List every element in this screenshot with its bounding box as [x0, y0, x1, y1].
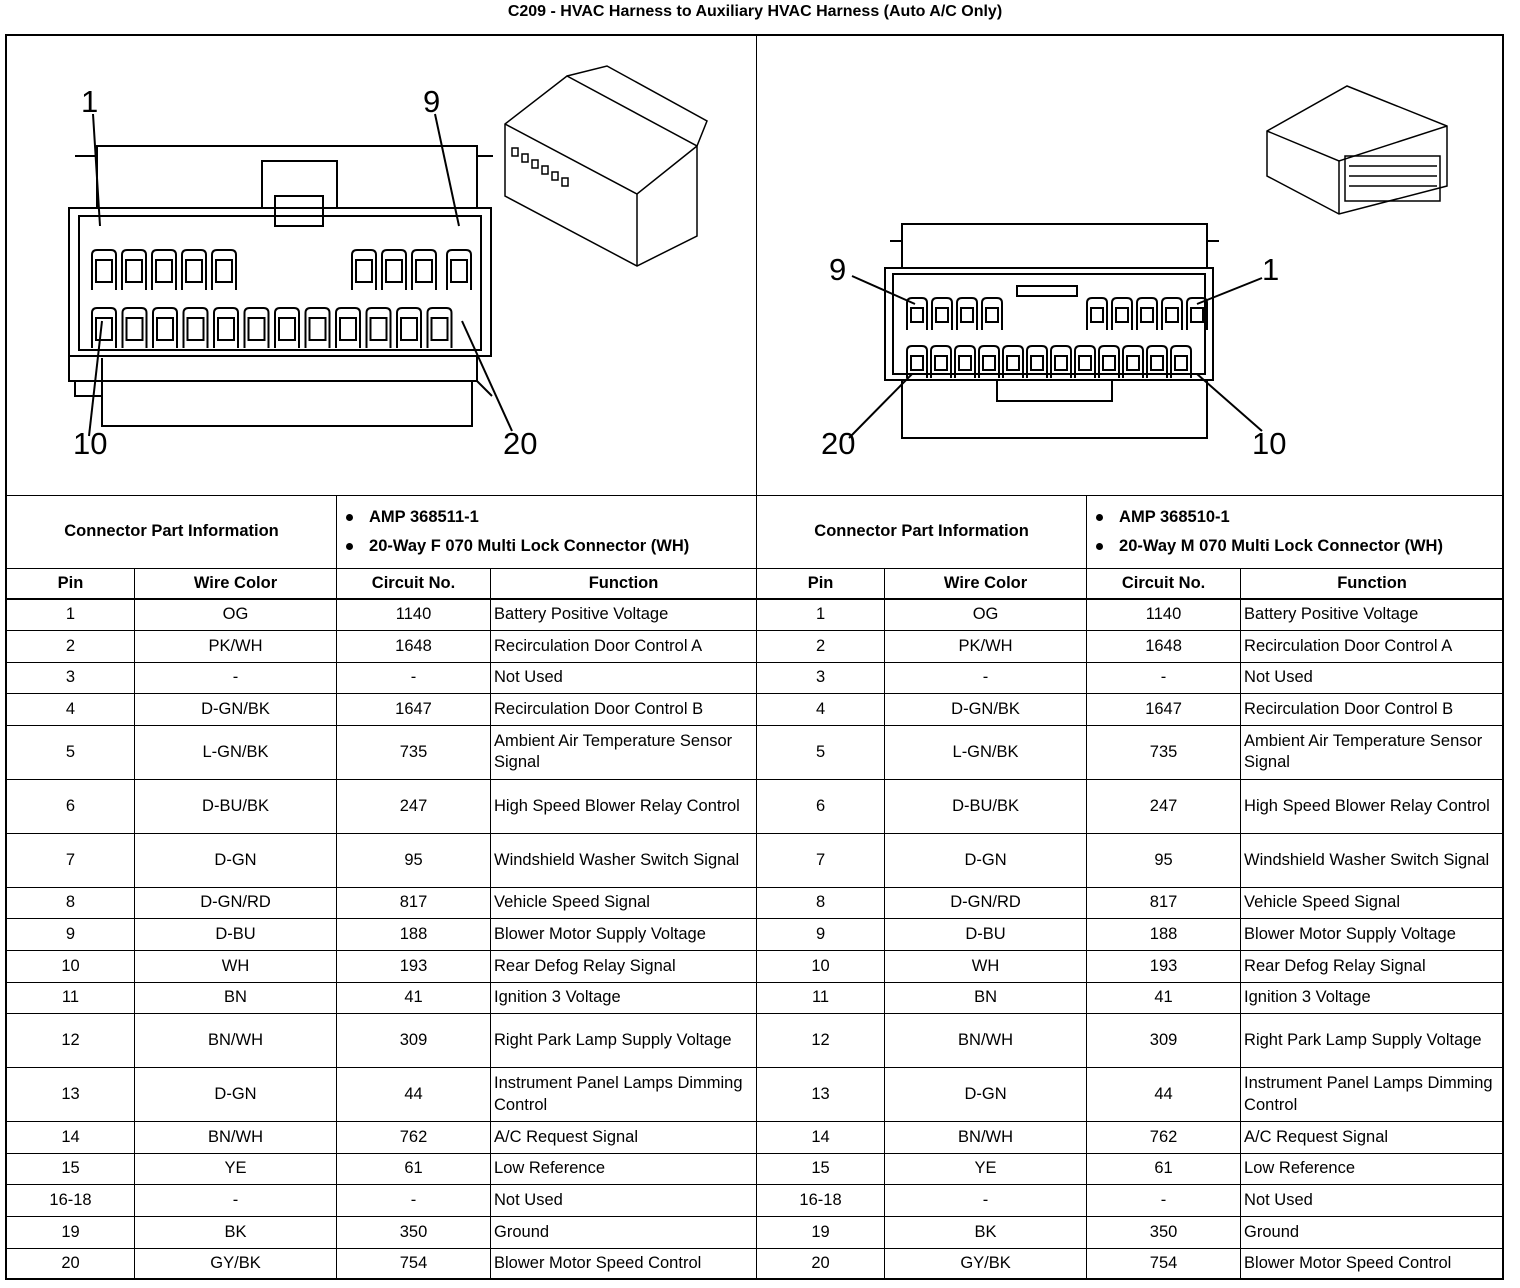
cell-circuit: 193 [1087, 951, 1241, 983]
cell-circuit: 762 [1087, 1122, 1241, 1154]
list-item [346, 507, 753, 528]
pin-callout-20: 20 [821, 426, 856, 461]
cell-circuit: 762 [337, 1122, 491, 1154]
female-connector-face-drawing [7, 36, 756, 496]
cell-pin: 12 [7, 1014, 135, 1068]
left-connector-diagram [7, 36, 756, 496]
table-row [7, 662, 1504, 694]
table-row [7, 694, 1504, 726]
cell-wire: - [135, 662, 337, 694]
cell-pin: 15 [7, 1153, 135, 1185]
table-row [7, 599, 1504, 631]
cell-function: Rear Defog Relay Signal [491, 951, 757, 983]
cell-pin: 13 [7, 1068, 135, 1122]
table-row [7, 833, 1504, 887]
cell-wire: OG [885, 599, 1087, 631]
pin-cavity [123, 308, 147, 348]
pin-cavity [184, 308, 208, 348]
cell-wire: D-GN/RD [885, 887, 1087, 919]
cell-pin: 12 [757, 1014, 885, 1068]
cell-circuit: 1647 [1087, 694, 1241, 726]
column-header-pin: Pin [757, 569, 885, 600]
cell-pin: 15 [757, 1153, 885, 1185]
pin-cavity [532, 160, 538, 168]
cell-function: Low Reference [1241, 1153, 1504, 1185]
cell-circuit: 44 [1087, 1068, 1241, 1122]
cell-pin: 19 [7, 1217, 135, 1249]
cell-pin: 6 [757, 779, 885, 833]
cell-pin: 8 [7, 887, 135, 919]
cell-pin: 11 [757, 982, 885, 1014]
cell-wire: L-GN/BK [135, 725, 337, 779]
cell-pin: 20 [7, 1248, 135, 1280]
cell-circuit: 44 [337, 1068, 491, 1122]
male-connector-face-drawing [757, 36, 1503, 496]
pin-cavity [512, 148, 518, 156]
cell-circuit: 350 [1087, 1217, 1241, 1249]
pin-cavity [1112, 298, 1132, 330]
cell-function: Blower Motor Supply Voltage [1241, 919, 1504, 951]
pin-cavity [92, 250, 116, 290]
cell-pin: 13 [757, 1068, 885, 1122]
cell-wire: PK/WH [885, 631, 1087, 663]
cell-circuit: 61 [1087, 1153, 1241, 1185]
left-connector-info-label: Connector Part Information [7, 496, 337, 569]
bullet-icon [1096, 543, 1103, 550]
pin-callout-10: 10 [1252, 426, 1287, 461]
column-header-function: Function [491, 569, 757, 600]
cell-circuit: 95 [1087, 833, 1241, 887]
pinout-table [6, 495, 1504, 1280]
pin-cavity [152, 250, 176, 290]
cell-pin: 3 [757, 662, 885, 694]
cell-circuit: 247 [337, 779, 491, 833]
pin-cavity [562, 178, 568, 186]
cell-function: Vehicle Speed Signal [491, 887, 757, 919]
column-header-wire-color: Wire Color [885, 569, 1087, 600]
cell-pin: 7 [7, 833, 135, 887]
table-row [7, 1014, 1504, 1068]
cell-circuit: 188 [337, 919, 491, 951]
table-row [7, 1248, 1504, 1280]
pin-callout-9: 9 [829, 252, 847, 287]
cell-pin: 14 [757, 1122, 885, 1154]
pin-cavity [275, 308, 299, 348]
pin-callout-9: 9 [423, 84, 441, 119]
pin-cavity [212, 250, 236, 290]
cell-pin: 6 [7, 779, 135, 833]
cell-circuit: 95 [337, 833, 491, 887]
table-row [7, 1185, 1504, 1217]
pin-cavity [1137, 298, 1157, 330]
cell-function: Ground [1241, 1217, 1504, 1249]
cell-wire: D-GN [885, 833, 1087, 887]
cell-function: Blower Motor Supply Voltage [491, 919, 757, 951]
cell-wire: BN [135, 982, 337, 1014]
cell-pin: 14 [7, 1122, 135, 1154]
pin-cavity [214, 308, 238, 348]
cell-pin: 19 [757, 1217, 885, 1249]
column-header-circuit: Circuit No. [1087, 569, 1241, 600]
table-row [7, 1217, 1504, 1249]
cell-pin: 2 [757, 631, 885, 663]
table-row [7, 982, 1504, 1014]
cell-function: High Speed Blower Relay Control [491, 779, 757, 833]
column-header-wire-color: Wire Color [135, 569, 337, 600]
cell-wire: YE [135, 1153, 337, 1185]
cell-wire: D-GN [135, 833, 337, 887]
left-connector-info [337, 496, 757, 569]
pin-cavity [397, 308, 421, 348]
cell-circuit: 309 [337, 1014, 491, 1068]
cell-function: Recirculation Door Control B [491, 694, 757, 726]
cell-circuit: - [1087, 662, 1241, 694]
pin-cavity [92, 308, 116, 348]
list-item [1096, 536, 1500, 557]
pin-cavity [1162, 298, 1182, 330]
pin-callout-10: 10 [73, 426, 108, 461]
cell-pin: 2 [7, 631, 135, 663]
cell-wire: L-GN/BK [885, 725, 1087, 779]
cell-pin: 8 [757, 887, 885, 919]
cell-pin: 7 [757, 833, 885, 887]
cell-wire: BN/WH [885, 1122, 1087, 1154]
cell-function: Ground [491, 1217, 757, 1249]
cell-function: Ambient Air Temperature Sensor Signal [491, 725, 757, 779]
table-row [7, 951, 1504, 983]
pin-cavity [182, 250, 206, 290]
cell-wire: D-BU [885, 919, 1087, 951]
cell-circuit: - [1087, 1185, 1241, 1217]
cell-pin: 16-18 [757, 1185, 885, 1217]
list-item [1096, 507, 1500, 528]
pin-callout-1: 1 [81, 84, 99, 119]
table-row [7, 887, 1504, 919]
cell-pin: 1 [7, 599, 135, 631]
cell-circuit: - [337, 1185, 491, 1217]
left-connector-description: 20-Way F 070 Multi Lock Connector (WH) [369, 537, 690, 555]
cell-wire: GY/BK [135, 1248, 337, 1280]
cell-wire: OG [135, 599, 337, 631]
cell-function: Windshield Washer Switch Signal [491, 833, 757, 887]
cell-function: Battery Positive Voltage [1241, 599, 1504, 631]
cell-pin: 5 [7, 725, 135, 779]
pin-cavity [245, 308, 269, 348]
table-row [7, 1153, 1504, 1185]
table-row [7, 919, 1504, 951]
connector-info-row [7, 496, 1504, 569]
cell-pin: 3 [7, 662, 135, 694]
right-connector-info-label: Connector Part Information [757, 496, 1087, 569]
cell-function: Not Used [491, 1185, 757, 1217]
pin-cavity [352, 250, 376, 290]
cell-wire: D-GN/BK [885, 694, 1087, 726]
cell-circuit: 1647 [337, 694, 491, 726]
pin-cavity [552, 172, 558, 180]
cell-wire: D-GN [135, 1068, 337, 1122]
cell-wire: - [885, 1185, 1087, 1217]
cell-circuit: 1140 [1087, 599, 1241, 631]
cell-wire: WH [135, 951, 337, 983]
cell-pin: 11 [7, 982, 135, 1014]
cell-function: Not Used [1241, 662, 1504, 694]
left-part-number: AMP 368511-1 [369, 507, 479, 526]
cell-wire: D-BU/BK [135, 779, 337, 833]
table-row [7, 1068, 1504, 1122]
cell-function: High Speed Blower Relay Control [1241, 779, 1504, 833]
pin-cavity [367, 308, 391, 348]
cell-function: Right Park Lamp Supply Voltage [491, 1014, 757, 1068]
cell-wire: - [135, 1185, 337, 1217]
cell-function: Recirculation Door Control B [1241, 694, 1504, 726]
cell-function: Vehicle Speed Signal [1241, 887, 1504, 919]
cell-function: Ambient Air Temperature Sensor Signal [1241, 725, 1504, 779]
right-connector-description: 20-Way M 070 Multi Lock Connector (WH) [1119, 537, 1443, 555]
cell-wire: PK/WH [135, 631, 337, 663]
cell-pin: 9 [757, 919, 885, 951]
cell-pin: 20 [757, 1248, 885, 1280]
cell-function: Blower Motor Speed Control [1241, 1248, 1504, 1280]
cell-circuit: 735 [1087, 725, 1241, 779]
cell-wire: D-GN [885, 1068, 1087, 1122]
cell-wire: D-BU/BK [885, 779, 1087, 833]
pin-cavity [957, 298, 977, 330]
cell-function: A/C Request Signal [1241, 1122, 1504, 1154]
cell-function: Blower Motor Speed Control [491, 1248, 757, 1280]
column-header-pin: Pin [7, 569, 135, 600]
cell-wire: D-GN/RD [135, 887, 337, 919]
column-header-row [7, 569, 1504, 600]
cell-pin: 9 [7, 919, 135, 951]
cell-wire: D-BU [135, 919, 337, 951]
right-connector-diagram [757, 36, 1503, 496]
cell-pin: 10 [7, 951, 135, 983]
cell-circuit: 247 [1087, 779, 1241, 833]
cell-wire: GY/BK [885, 1248, 1087, 1280]
cell-function: Battery Positive Voltage [491, 599, 757, 631]
pin-callout-20: 20 [503, 426, 538, 461]
cell-function: Windshield Washer Switch Signal [1241, 833, 1504, 887]
pin-cavity [428, 308, 452, 348]
pin-cavity [932, 298, 952, 330]
cell-pin: 4 [757, 694, 885, 726]
cell-wire: BK [135, 1217, 337, 1249]
cell-wire: BK [885, 1217, 1087, 1249]
cell-wire: BN/WH [135, 1122, 337, 1154]
cell-wire: D-GN/BK [135, 694, 337, 726]
cell-pin: 10 [757, 951, 885, 983]
cell-wire: BN/WH [885, 1014, 1087, 1068]
cell-function: Not Used [1241, 1185, 1504, 1217]
cell-wire: WH [885, 951, 1087, 983]
bullet-icon [346, 543, 353, 550]
table-row [7, 725, 1504, 779]
cell-function: Not Used [491, 662, 757, 694]
cell-circuit: 817 [1087, 887, 1241, 919]
cell-circuit: 754 [337, 1248, 491, 1280]
list-item [346, 536, 753, 557]
cell-circuit: 1648 [1087, 631, 1241, 663]
cell-circuit: 350 [337, 1217, 491, 1249]
page-title: C209 - HVAC Harness to Auxiliary HVAC Harness (Auto A/C Only) [507, 3, 1003, 20]
cell-circuit: 754 [1087, 1248, 1241, 1280]
cell-function: Ignition 3 Voltage [1241, 982, 1504, 1014]
pinout-rows [7, 599, 1504, 1280]
cell-circuit: 309 [1087, 1014, 1241, 1068]
pin-cavity [522, 154, 528, 162]
cell-function: A/C Request Signal [491, 1122, 757, 1154]
cell-circuit: 41 [337, 982, 491, 1014]
cell-circuit: 193 [337, 951, 491, 983]
pin-cavity [1087, 298, 1107, 330]
cell-pin: 16-18 [7, 1185, 135, 1217]
table-row [7, 631, 1504, 663]
cell-wire: - [885, 662, 1087, 694]
cell-circuit: 817 [337, 887, 491, 919]
pin-cavity [447, 250, 471, 290]
cell-pin: 5 [757, 725, 885, 779]
column-header-circuit: Circuit No. [337, 569, 491, 600]
cell-function: Instrument Panel Lamps Dimming Control [1241, 1068, 1504, 1122]
cell-wire: BN [885, 982, 1087, 1014]
cell-circuit: 61 [337, 1153, 491, 1185]
cell-circuit: 1140 [337, 599, 491, 631]
column-header-function: Function [1241, 569, 1504, 600]
right-connector-info [1087, 496, 1504, 569]
cell-wire: BN/WH [135, 1014, 337, 1068]
pin-cavity [306, 308, 330, 348]
cell-circuit: 1648 [337, 631, 491, 663]
bullet-icon [346, 514, 353, 521]
cell-circuit: 188 [1087, 919, 1241, 951]
cell-function: Recirculation Door Control A [491, 631, 757, 663]
pin-cavity [542, 166, 548, 174]
cell-pin: 1 [757, 599, 885, 631]
cell-function: Instrument Panel Lamps Dimming Control [491, 1068, 757, 1122]
pin-cavity [412, 250, 436, 290]
cell-function: Low Reference [491, 1153, 757, 1185]
cell-circuit: 735 [337, 725, 491, 779]
cell-function: Right Park Lamp Supply Voltage [1241, 1014, 1504, 1068]
table-row [7, 779, 1504, 833]
pin-cavity [336, 308, 360, 348]
pin-cavity [382, 250, 406, 290]
cell-wire: YE [885, 1153, 1087, 1185]
cell-function: Recirculation Door Control A [1241, 631, 1504, 663]
cell-function: Ignition 3 Voltage [491, 982, 757, 1014]
cell-circuit: - [337, 662, 491, 694]
pin-cavity [153, 308, 177, 348]
table-row [7, 1122, 1504, 1154]
cell-pin: 4 [7, 694, 135, 726]
cell-function: Rear Defog Relay Signal [1241, 951, 1504, 983]
cell-circuit: 41 [1087, 982, 1241, 1014]
right-part-number: AMP 368510-1 [1119, 507, 1230, 526]
pin-cavity [982, 298, 1002, 330]
pin-callout-1: 1 [1262, 252, 1280, 287]
bullet-icon [1096, 514, 1103, 521]
pin-cavity [122, 250, 146, 290]
